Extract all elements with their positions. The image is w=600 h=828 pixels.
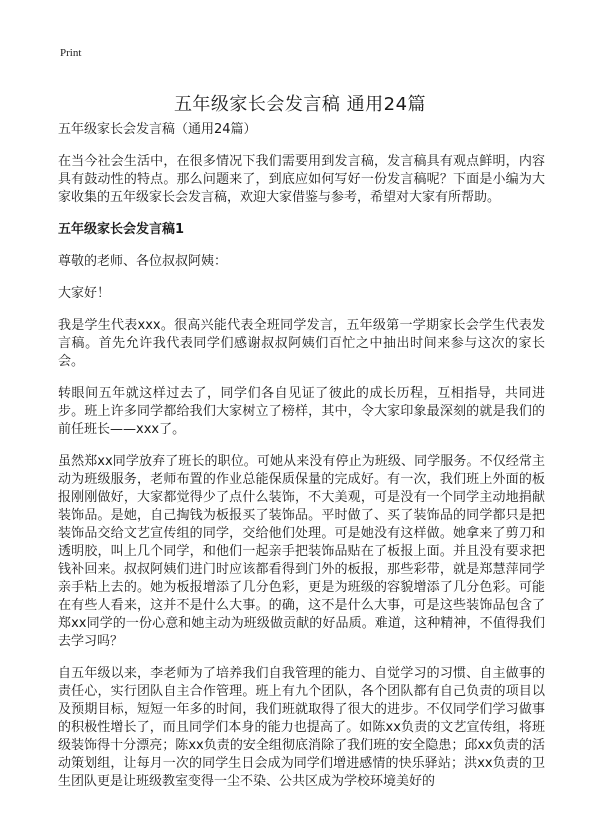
body-paragraph: 虽然郑xx同学放弃了班长的职位。可她从来没有停止为班级、同学服务。不仅经常主动为班级服务，老师布置的作业总能保质保量的完成好。有一次，我们班上外面的板报刚刚做好，大家都觉得少了点什么装饰，不大美观，可是没有一个同学主动地捐献装饰品。是她，自己掏钱为板报买了装饰品。平时做了、买了装饰品的同学都只是把装饰品交给文艺宣传组的同学，交给他们处理。可是她没有这样做。她拿来了剪刀和透明胶，叫上几个同学，和他们一起亲手把装饰品贴在了板报上面。并且没有要求把钱补回来。叔叔阿姨们进门时应该都看得到门外的板报，那些彩带，就是郑慧萍同学亲手粘上去的。她为板报增添了几分色彩，更是为班级的容貌增添了几分色彩。可能在有些人看来，这并不是什么大事。的确，这不是什么大事，可是这些装饰品包含了郑xx同学的一份心意和她主动为班级做贡献的好品质。难道，这种精神，不值得我们去学习吗？ [58, 454, 545, 649]
salutation: 尊敬的老师、各位叔叔阿姨： [58, 254, 228, 269]
print-label: Print [60, 47, 82, 59]
body-paragraph: 自五年级以来，李老师为了培养我们自我管理的能力、自觉学习的习惯、自主做事的责任心，实行团队自主合作管理。班上有九个团队，各个团队都有自己负责的项目以及预期目标，短短一年多的时间，我们班就取得了很大的进步。不仅同学们学习做事的积极性增长了，而且同学们本身的能力也提高了。如陈xx负责的文艺宣传组，将班级装饰得十分漂亮；陈xx负责的安全组彻底消除了我们班的安全隐患；邱xx负责的活动策划组，让每月一次的同学生日会成为同学们增进感情的快乐驿站；洪xx负责的卫生团队更是让班级教室变得一尘不染、公共区成为学校环境美好的 [58, 666, 545, 789]
body-paragraph: 转眼间五年就这样过去了，同学们各自见证了彼此的成长历程，互相指导，共同进步。班上许多同学都给我们大家树立了榜样，其中，令大家印象最深刻的就是我们的前任班长——xxx了。 [58, 386, 545, 437]
document-title: 五年级家长会发言稿 通用24篇 [173, 94, 427, 116]
document-subtitle: 五年级家长会发言稿（通用24篇） [58, 122, 257, 137]
greeting: 大家好！ [58, 286, 111, 301]
section-heading: 五年级家长会发言稿1 [58, 222, 185, 237]
document-body [58, 121, 545, 805]
intro-paragraph: 在当今社会生活中，在很多情况下我们需要用到发言稿，发言稿具有观点鲜明，内容具有鼓动性的特点。那么问题来了，到底应如何写好一份发言稿呢？下面是小编为大家收集的五年级家长会发言稿，欢迎大家借鉴与参考，希望对大家有所帮助。 [58, 154, 545, 205]
body-paragraph: 我是学生代表xxx。很高兴能代表全班同学发言，五年级第一学期家长会学生代表发言稿。首先允许我代表同学们感谢叔叔阿姨们百忙之中抽出时间来参与这次的家长会。 [58, 318, 545, 369]
